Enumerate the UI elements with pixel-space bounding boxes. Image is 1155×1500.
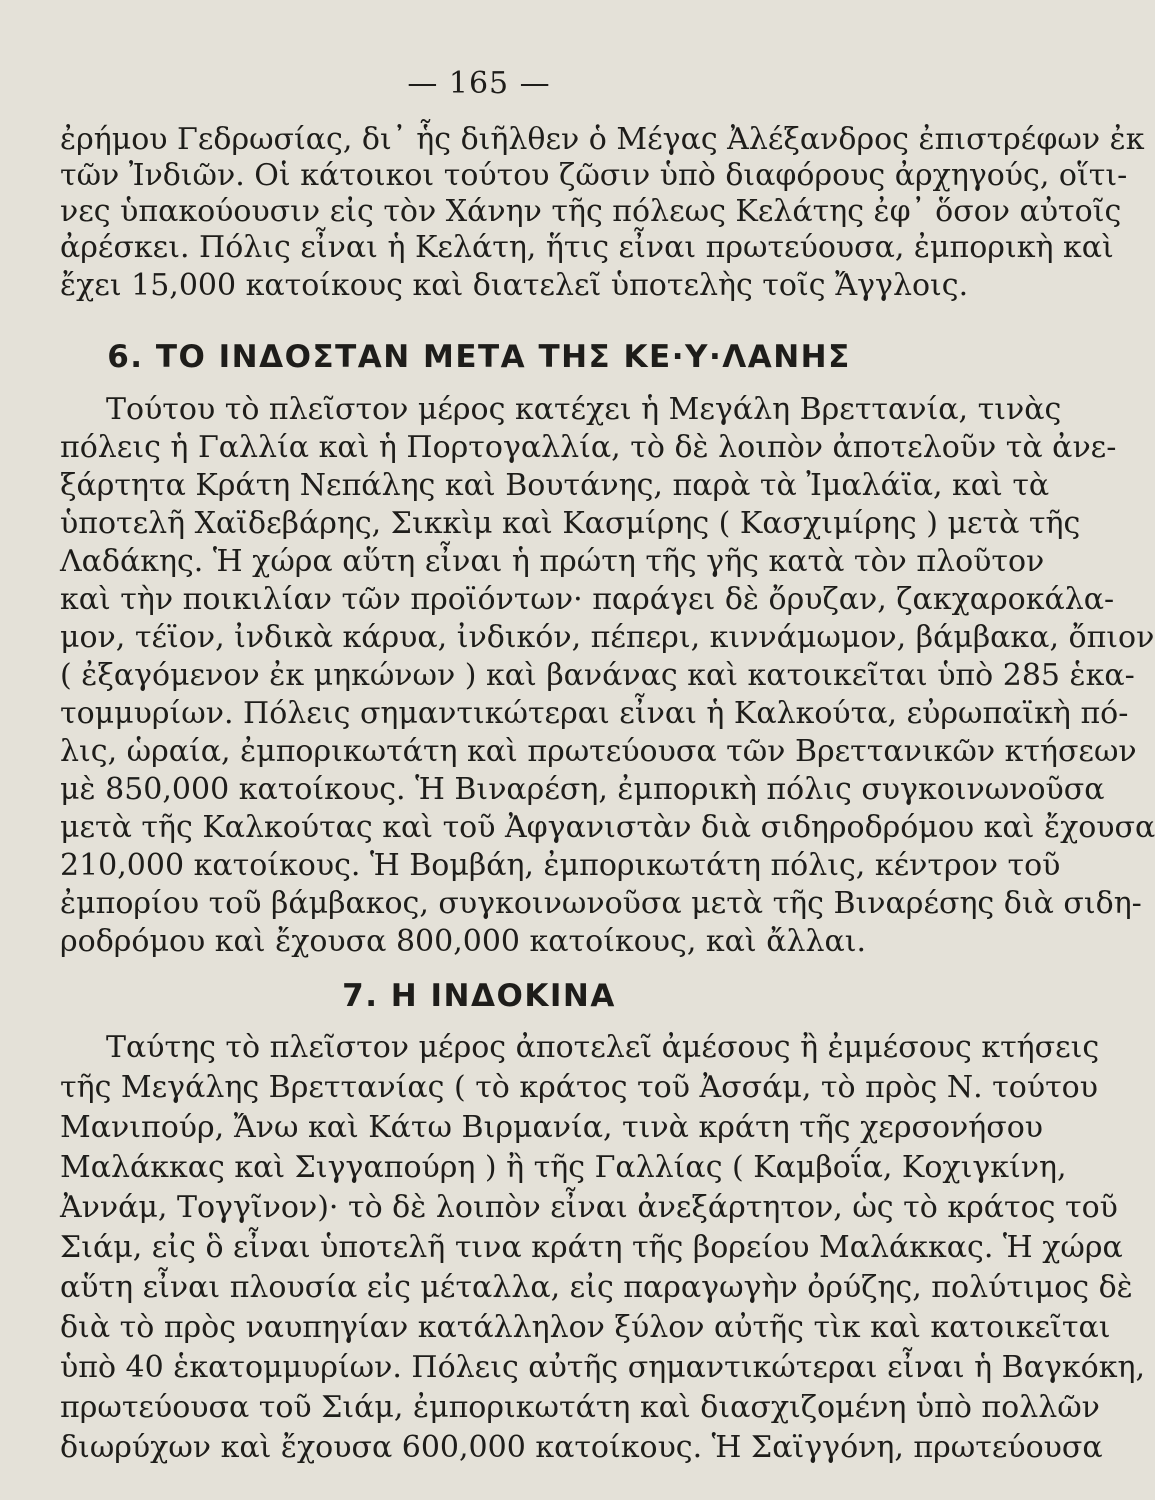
page-number: — 165 —	[407, 66, 551, 101]
text-line: Ἀννάμ, Τογγῖνον)· τὸ δὲ λοιπὸν εἶναι ἀνεξάρτητον, ὡς τὸ κράτος τοῦ	[60, 1190, 1118, 1225]
section-heading: 6. ΤΟ ΙΝΔΟΣΤΑΝ ΜΕΤΑ ΤΗΣ ΚΕ·Υ·ΛΑΝΗΣ	[107, 339, 851, 375]
text-line: ( ἐξαγόμενον ἐκ μηκώνων ) καὶ βανάνας καὶ κατοικεῖται ὑπὸ 285 ἑκα-	[60, 658, 1135, 693]
text-line: διωρύχων καὶ ἔχουσα 600,000 κατοίκους. Ἡ Σαϊγγόνη, πρωτεύουσα	[60, 1430, 1103, 1465]
text-line: ἔχει 15,000 κατοίκους καὶ διατελεῖ ὑποτελὴς τοῖς Ἄγγλοις.	[60, 268, 969, 303]
section-heading: 7. Η ΙΝΔΟΚΙΝΑ	[342, 978, 616, 1014]
text-line: τῆς Μεγάλης Βρεττανίας ( τὸ κράτος τοῦ Ἀσσάμ, τὸ πρὸς Ν. τούτου	[60, 1070, 1098, 1105]
text-line: ὑπὸ 40 ἑκατομμυρίων. Πόλεις αὐτῆς σημαντικώτεραι εἶναι ἡ Βαγκόκη,	[60, 1350, 1145, 1385]
text-line: μὲ 850,000 κατοίκους. Ἡ Βιναρέση, ἐμπορικὴ πόλις συγκοινωνοῦσα	[60, 772, 1105, 807]
text-line: Μανιπούρ, Ἄνω καὶ Κάτω Βιρμανία, τινὰ κράτη τῆς χερσονήσου	[60, 1110, 1043, 1145]
text-line: Λαδάκης. Ἡ χώρα αὕτη εἶναι ἡ πρώτη τῆς γῆς κατὰ τὸν πλοῦτον	[60, 544, 1045, 579]
text-line: ἀρέσκει. Πόλις εἶναι ἡ Κελάτη, ἥτις εἶναι πρωτεύουσα, ἐμπορικὴ καὶ	[60, 230, 1114, 265]
text-line: λις, ὡραία, ἐμπορικωτάτη καὶ πρωτεύουσα τῶν Βρεττανικῶν κτήσεων	[60, 734, 1137, 769]
text-line: ὑποτελῆ Χαϊδεβάρης, Σικκὶμ καὶ Κασμίρης ( Κασχιμίρης ) μετὰ τῆς	[60, 506, 1081, 541]
text-line: ροδρόμου καὶ ἔχουσα 800,000 κατοίκους, καὶ ἄλλαι.	[60, 924, 867, 959]
text-line: ξάρτητα Κράτη Νεπάλης καὶ Βουτάνης, παρὰ τὰ Ἰμαλάϊα, καὶ τὰ	[60, 468, 1050, 503]
text-line: πόλεις ἡ Γαλλία καὶ ἡ Πορτογαλλία, τὸ δὲ λοιπὸν ἀποτελοῦν τὰ ἀνε-	[60, 430, 1117, 465]
text-line: Ταύτης τὸ πλεῖστον μέρος ἀποτελεῖ ἀμέσους ἢ ἐμμέσους κτήσεις	[106, 1030, 1100, 1065]
text-line: πρωτεύουσα τοῦ Σιάμ, ἐμπορικωτάτη καὶ διασχιζομένη ὑπὸ πολλῶν	[60, 1390, 1100, 1425]
text-line: μον, τέϊον, ἰνδικὰ κάρυα, ἰνδικόν, πέπερι, κιννάμωμον, βάμβακα, ὄπιον	[60, 620, 1155, 655]
text-line: Μαλάκκας καὶ Σιγγαπούρη ) ἢ τῆς Γαλλίας ( Καμβοΐα, Κοχιγκίνη,	[60, 1150, 1067, 1185]
text-line: νες ὑπακούουσιν εἰς τὸν Χάνην τῆς πόλεως Κελάτης ἐφ᾿ ὅσον αὐτοῖς	[60, 194, 1122, 229]
text-line: μετὰ τῆς Καλκούτας καὶ τοῦ Ἀφγανιστὰν διὰ σιδηροδρόμου καὶ ἔχουσα	[60, 810, 1155, 845]
text-line: Τούτου τὸ πλεῖστον μέρος κατέχει ἡ Μεγάλη Βρεττανία, τινὰς	[106, 392, 1062, 427]
text-line: αὕτη εἶναι πλουσία εἰς μέταλλα, εἰς παραγωγὴν ὀρύζης, πολύτιμος δὲ	[60, 1270, 1133, 1305]
text-line: ἐμπορίου τοῦ βάμβακος, συγκοινωνοῦσα μετὰ τῆς Βιναρέσης διὰ σιδη-	[60, 886, 1142, 921]
text-line: καὶ τὴν ποικιλίαν τῶν προϊόντων· παράγει δὲ ὄρυζαν, ζακχαροκάλα-	[60, 582, 1115, 617]
text-line: ἐρήμου Γεδρωσίας, δι᾿ ἧς διῆλθεν ὁ Μέγας Ἀλέξανδρος ἐπιστρέφων ἐκ	[60, 122, 1145, 157]
text-line: τῶν Ἰνδιῶν. Οἱ κάτοικοι τούτου ζῶσιν ὑπὸ διαφόρους ἀρχηγούς, οἵτι-	[60, 158, 1128, 193]
text-line: 210,000 κατοίκους. Ἡ Βομβάη, ἐμπορικωτάτη πόλις, κέντρον τοῦ	[60, 848, 1061, 883]
text-line: τομμυρίων. Πόλεις σημαντικώτεραι εἶναι ἡ Καλκούτα, εὐρωπαϊκὴ πό-	[60, 696, 1129, 731]
text-line: Σιάμ, εἰς ὃ εἶναι ὑποτελῆ τινα κράτη τῆς βορείου Μαλάκκας. Ἡ χώρα	[60, 1230, 1123, 1265]
text-line: διὰ τὸ πρὸς ναυπηγίαν κατάλληλον ξύλον αὐτῆς τὶκ καὶ κατοικεῖται	[60, 1310, 1111, 1345]
